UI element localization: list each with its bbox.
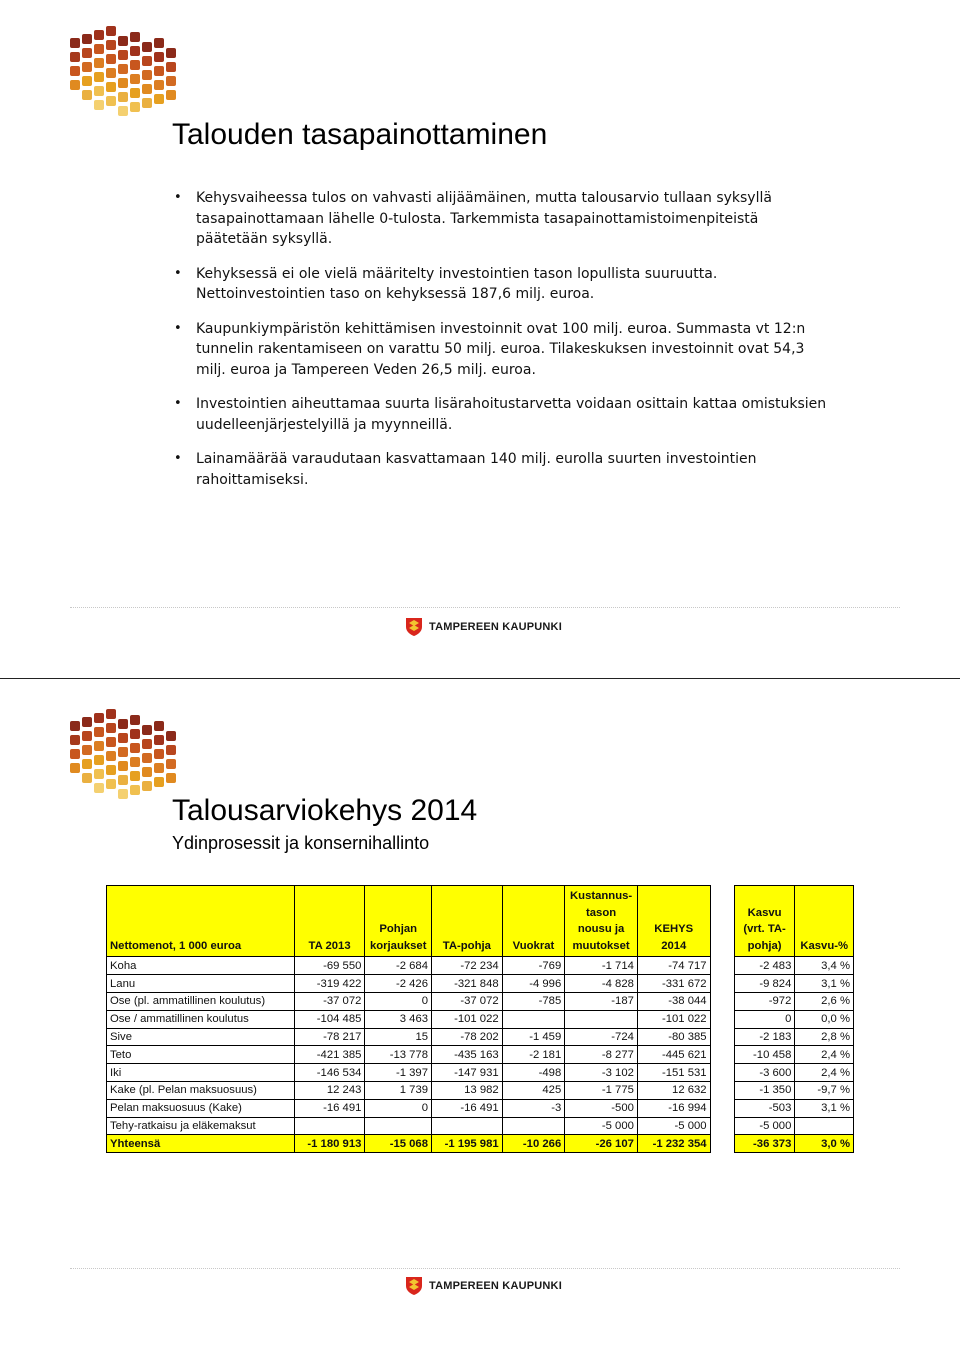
table-cell: -15 068 <box>365 1135 432 1153</box>
table-cell: -3 600 <box>734 1064 795 1082</box>
column-header: TA 2013 <box>294 886 365 957</box>
budget-table <box>106 885 854 1153</box>
bullet-item: • Kehyksessä ei ole vielä määritelty investointien tason lopullista suuruutta. Nettoinvestointien taso on kehyksessä 187,6 milj. euroa. <box>172 264 832 305</box>
table-cell: -69 550 <box>294 957 365 975</box>
table-cell: -1 350 <box>734 1081 795 1099</box>
table-cell: -421 385 <box>294 1046 365 1064</box>
table-cell <box>502 1117 565 1135</box>
table-cell: 2,8 % <box>795 1028 854 1046</box>
table-cell: -1 775 <box>565 1081 638 1099</box>
budget-table-wrapper <box>106 885 854 1153</box>
row-label: Lanu <box>107 975 295 993</box>
bullet-item: • Investointien aiheuttamaa suurta lisärahoitustarvetta voidaan osittain kattaa omistuksien uudelleenjärjestelyillä ja myynneillä. <box>172 394 832 435</box>
table-cell: -72 234 <box>432 957 503 975</box>
table-cell: -74 717 <box>637 957 710 975</box>
table-cell: 12 243 <box>294 1081 365 1099</box>
column-gap <box>710 1117 734 1135</box>
table-cell: 3,4 % <box>795 957 854 975</box>
table-cell <box>365 1117 432 1135</box>
table-cell <box>294 1117 365 1135</box>
bullet-item: • Lainamäärää varaudutaan kasvattamaan 140 milj. eurolla suurten investointien rahoittamiseksi. <box>172 449 832 490</box>
table-cell: -10 458 <box>734 1046 795 1064</box>
table-cell: -2 483 <box>734 957 795 975</box>
table-cell: -13 778 <box>365 1046 432 1064</box>
table-cell <box>565 1010 638 1028</box>
column-header: Kasvu-% <box>795 886 854 957</box>
column-gap <box>710 975 734 993</box>
table-cell: -78 217 <box>294 1028 365 1046</box>
table-row <box>107 975 854 993</box>
row-label: Ose / ammatillinen koulutus <box>107 1010 295 1028</box>
column-gap <box>710 886 734 957</box>
table-cell: -5 000 <box>565 1117 638 1135</box>
table-cell: -498 <box>502 1064 565 1082</box>
row-label: Teto <box>107 1046 295 1064</box>
table-cell: -101 022 <box>432 1010 503 1028</box>
table-cell: -500 <box>565 1099 638 1117</box>
table-cell: -3 <box>502 1099 565 1117</box>
column-header: Pohjan korjaukset <box>365 886 432 957</box>
table-row <box>107 957 854 975</box>
table-header-row <box>107 886 854 957</box>
table-cell: -147 931 <box>432 1064 503 1082</box>
table-row <box>107 1010 854 1028</box>
footer-divider <box>70 607 900 608</box>
table-row <box>107 992 854 1010</box>
table-cell: -4 996 <box>502 975 565 993</box>
bullet-item: • Kaupunkiympäristön kehittämisen investoinnit ovat 100 milj. euroa. Summasta vt 12:n tunnelin rakentamiseen on varattu 50 milj. euroa. Tilakeskuksen investoinnit ovat 54,3 milj. euroa ja Tampereen Veden 26,5 milj. euroa. <box>172 319 832 381</box>
table-cell: -319 422 <box>294 975 365 993</box>
table-cell: -37 072 <box>432 992 503 1010</box>
table-cell: 2,4 % <box>795 1046 854 1064</box>
table-cell: 13 982 <box>432 1081 503 1099</box>
table-cell: 3,0 % <box>795 1135 854 1153</box>
table-cell: -724 <box>565 1028 638 1046</box>
page-title: Talousarviokehys 2014 <box>172 794 478 827</box>
table-cell: -2 181 <box>502 1046 565 1064</box>
table-cell: -104 485 <box>294 1010 365 1028</box>
column-header: Kasvu (vrt. TA-pohja) <box>734 886 795 957</box>
table-cell: -9 824 <box>734 975 795 993</box>
table-cell: -1 714 <box>565 957 638 975</box>
table-cell: -972 <box>734 992 795 1010</box>
column-gap <box>710 1064 734 1082</box>
table-cell: -151 531 <box>637 1064 710 1082</box>
table-cell: -78 202 <box>432 1028 503 1046</box>
column-header: KEHYS 2014 <box>637 886 710 957</box>
slide-2 <box>0 679 960 1358</box>
tampere-logo-icon <box>68 707 178 817</box>
table-cell: -101 022 <box>637 1010 710 1028</box>
table-cell: -1 180 913 <box>294 1135 365 1153</box>
table-cell: 0 <box>734 1010 795 1028</box>
table-cell: -321 848 <box>432 975 503 993</box>
footer-divider <box>70 1268 900 1269</box>
table-cell: -26 107 <box>565 1135 638 1153</box>
table-cell: -146 534 <box>294 1064 365 1082</box>
table-cell: -785 <box>502 992 565 1010</box>
table-cell <box>502 1010 565 1028</box>
table-row <box>107 1064 854 1082</box>
table-cell: -36 373 <box>734 1135 795 1153</box>
coat-of-arms-icon <box>405 617 423 637</box>
footer-brand <box>405 1276 562 1296</box>
table-row <box>107 1046 854 1064</box>
column-gap <box>710 1010 734 1028</box>
table-total-row <box>107 1135 854 1153</box>
table-cell: 0 <box>365 992 432 1010</box>
footer-brand-text: TAMPEREEN KAUPUNKI <box>429 621 562 633</box>
table-row <box>107 1117 854 1135</box>
column-header: Vuokrat <box>502 886 565 957</box>
table-cell: -9,7 % <box>795 1081 854 1099</box>
table-cell: 3 463 <box>365 1010 432 1028</box>
column-header: Nettomenot, 1 000 euroa <box>107 886 295 957</box>
table-cell <box>432 1117 503 1135</box>
column-gap <box>710 1046 734 1064</box>
footer-brand <box>405 617 562 637</box>
table-cell: -1 397 <box>365 1064 432 1082</box>
table-row <box>107 1028 854 1046</box>
row-label: Sive <box>107 1028 295 1046</box>
table-cell: -2 426 <box>365 975 432 993</box>
table-cell: -16 491 <box>294 1099 365 1117</box>
table-cell: -16 491 <box>432 1099 503 1117</box>
table-cell: -1 195 981 <box>432 1135 503 1153</box>
table-cell: -16 994 <box>637 1099 710 1117</box>
table-cell: -435 163 <box>432 1046 503 1064</box>
table-cell: -4 828 <box>565 975 638 993</box>
table-cell: -5 000 <box>734 1117 795 1135</box>
table-cell: -187 <box>565 992 638 1010</box>
row-label: Pelan maksuosuus (Kake) <box>107 1099 295 1117</box>
column-header: Kustannus-tason nousu ja muutokset <box>565 886 638 957</box>
table-cell: -503 <box>734 1099 795 1117</box>
table-cell: 2,4 % <box>795 1064 854 1082</box>
table-cell: -2 684 <box>365 957 432 975</box>
table-cell: -331 672 <box>637 975 710 993</box>
row-label: Yhteensä <box>107 1135 295 1153</box>
column-gap <box>710 1081 734 1099</box>
table-cell: 1 739 <box>365 1081 432 1099</box>
table-cell: 0 <box>365 1099 432 1117</box>
table-cell: -5 000 <box>637 1117 710 1135</box>
table-cell: 2,6 % <box>795 992 854 1010</box>
table-cell: -8 277 <box>565 1046 638 1064</box>
page-subtitle: Ydinprosessit ja konsernihallinto <box>172 833 430 853</box>
table-cell: -38 044 <box>637 992 710 1010</box>
row-label: Ose (pl. ammatillinen koulutus) <box>107 992 295 1010</box>
bullet-list <box>172 188 832 504</box>
footer-brand-text: TAMPEREEN KAUPUNKI <box>429 1280 562 1292</box>
column-gap <box>710 1028 734 1046</box>
table-cell: -3 102 <box>565 1064 638 1082</box>
table-cell <box>795 1117 854 1135</box>
table-cell: -10 266 <box>502 1135 565 1153</box>
bullet-item: • Kehysvaiheessa tulos on vahvasti alijäämäinen, mutta talousarvio tullaan syksyllä tasapainottamaan lähelle 0-tulosta. Tarkemmista tasapainottamistoimenpiteistä päätetään syksyllä. <box>172 188 832 250</box>
table-cell: -769 <box>502 957 565 975</box>
tampere-logo-icon <box>68 24 178 134</box>
row-label: Kake (pl. Pelan maksuosuus) <box>107 1081 295 1099</box>
row-label: Koha <box>107 957 295 975</box>
table-cell: 12 632 <box>637 1081 710 1099</box>
column-gap <box>710 957 734 975</box>
page-title: Talouden tasapainottaminen <box>172 118 548 151</box>
table-cell: -1 459 <box>502 1028 565 1046</box>
table-cell: 0,0 % <box>795 1010 854 1028</box>
column-gap <box>710 1099 734 1117</box>
row-label: Iki <box>107 1064 295 1082</box>
table-cell: 425 <box>502 1081 565 1099</box>
row-label: Tehy-ratkaisu ja eläkemaksut <box>107 1117 295 1135</box>
table-cell: -445 621 <box>637 1046 710 1064</box>
table-cell: 15 <box>365 1028 432 1046</box>
table-cell: -2 183 <box>734 1028 795 1046</box>
table-cell: -37 072 <box>294 992 365 1010</box>
table-cell: -80 385 <box>637 1028 710 1046</box>
coat-of-arms-icon <box>405 1276 423 1296</box>
table-cell: -1 232 354 <box>637 1135 710 1153</box>
table-row <box>107 1099 854 1117</box>
column-gap <box>710 992 734 1010</box>
table-cell: 3,1 % <box>795 975 854 993</box>
table-cell: 3,1 % <box>795 1099 854 1117</box>
table-row <box>107 1081 854 1099</box>
column-header: TA-pohja <box>432 886 503 957</box>
column-gap <box>710 1135 734 1153</box>
